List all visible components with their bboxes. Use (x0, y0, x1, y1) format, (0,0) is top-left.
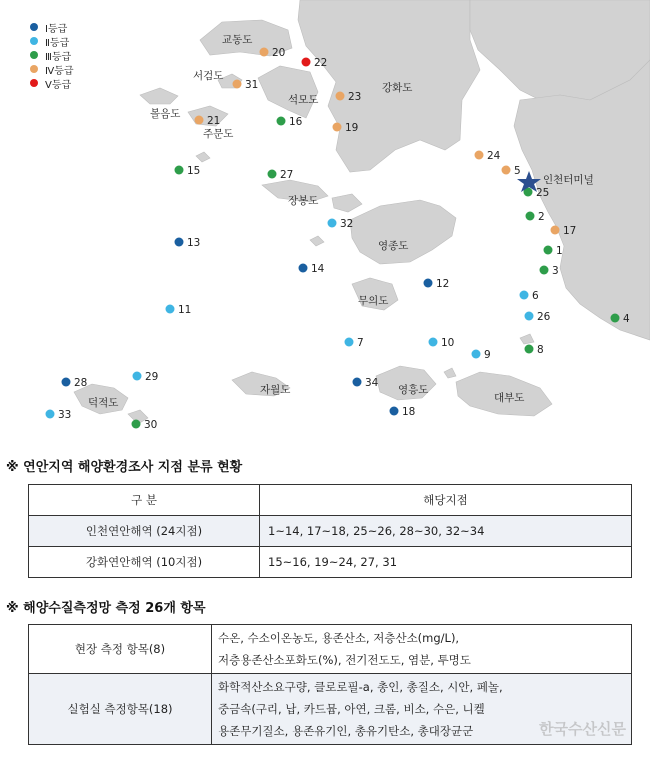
station-classification-table (28, 484, 632, 578)
legend-dot-icon (30, 23, 38, 31)
table1-header-category: 구 분 (29, 485, 260, 516)
watermark-logo: 한국수산신문 (539, 720, 626, 738)
place-label: 대부도 (494, 392, 525, 404)
station-label: 10 (441, 337, 455, 349)
station-label: 14 (311, 263, 325, 275)
legend-dot-icon (30, 65, 38, 73)
table2-line: 중금속(구리, 납, 카드뮴, 아연, 크롬, 비소, 수은, 니켈 (218, 702, 485, 716)
station-label: 29 (145, 371, 159, 383)
place-label: 장봉도 (288, 195, 319, 207)
station-label: 2 (538, 211, 545, 223)
table2-title: ※ 해양수질측정망 측정 26개 항목 (6, 601, 206, 616)
station-label: 17 (563, 225, 577, 237)
table2-label: 현장 측정 항목(8) (29, 625, 212, 674)
station-marker (328, 219, 337, 228)
station-marker (345, 338, 354, 347)
station-label: 7 (357, 337, 364, 349)
station-marker (133, 372, 142, 381)
table1-cell: 15~16, 19~24, 27, 31 (260, 547, 632, 578)
legend-item (30, 34, 74, 48)
station-marker (195, 116, 204, 125)
islet (196, 152, 210, 162)
place-label: 자월도 (260, 384, 291, 396)
table2-line: 수온, 수소이온농도, 용존산소, 저층산소(mg/L), (218, 631, 460, 645)
table2-line: 용존무기질소, 용존유기인, 총유기탄소, 총대장균군 (218, 724, 474, 738)
station-label: 28 (74, 377, 88, 389)
station-marker (166, 305, 175, 314)
place-label: 주문도 (203, 128, 234, 140)
station-label: 33 (58, 409, 72, 421)
station-label: 18 (402, 406, 416, 418)
place-label: 석모도 (288, 94, 319, 106)
place-label: 인천터미널 (543, 174, 594, 186)
station-marker (268, 170, 277, 179)
islet (310, 236, 324, 246)
station-label: 11 (178, 304, 192, 316)
table-row (29, 516, 632, 547)
station-label: 4 (623, 313, 630, 325)
station-marker (46, 410, 55, 419)
station-label: 1 (556, 245, 563, 257)
station-label: 27 (280, 169, 294, 181)
table2-items (212, 625, 632, 674)
table1-cell: 인천연안해역 (24지점) (29, 516, 260, 547)
station-marker (62, 378, 71, 387)
station-marker (302, 58, 311, 67)
table1-title: ※ 연안지역 해양환경조사 지점 분류 현황 (6, 460, 243, 475)
station-label: 13 (187, 237, 201, 249)
station-marker (540, 266, 549, 275)
station-marker (472, 350, 481, 359)
legend-item (30, 62, 74, 76)
station-label: 30 (144, 419, 158, 431)
station-label: 21 (207, 115, 221, 127)
station-label: 5 (514, 165, 521, 177)
station-label: 25 (536, 187, 550, 199)
station-marker (333, 123, 342, 132)
station-label: 3 (552, 265, 559, 277)
station-label: 22 (314, 57, 328, 69)
table2-line: 화학적산소요구량, 클로로필-a, 총인, 총질소, 시안, 페놀, (218, 680, 503, 694)
station-label: 26 (537, 311, 551, 323)
islet (520, 334, 534, 344)
station-marker (525, 345, 534, 354)
place-label: 교동도 (222, 34, 253, 46)
station-marker (424, 279, 433, 288)
station-marker (233, 80, 242, 89)
station-label: 31 (245, 79, 259, 91)
station-label: 20 (272, 47, 286, 59)
legend-dot-icon (30, 79, 38, 87)
place-label: 무의도 (358, 295, 389, 307)
table-row (29, 625, 632, 674)
station-label: 12 (436, 278, 450, 290)
place-label: 영흥도 (398, 384, 429, 396)
station-label: 34 (365, 377, 379, 389)
station-marker (611, 314, 620, 323)
station-label: 8 (537, 344, 544, 356)
station-marker (429, 338, 438, 347)
table1-cell: 강화연안해역 (10지점) (29, 547, 260, 578)
legend-dot-icon (30, 51, 38, 59)
station-marker (299, 264, 308, 273)
table-row (29, 547, 632, 578)
station-label: 24 (487, 150, 501, 162)
station-marker (175, 166, 184, 175)
place-label: 서검도 (193, 70, 224, 82)
station-marker (132, 420, 141, 429)
station-marker (551, 226, 560, 235)
table2-line: 저층용존산소포화도(%), 전기전도도, 염분, 투명도 (218, 653, 471, 667)
station-label: 19 (345, 122, 359, 134)
legend-label: Ⅰ등급 (45, 23, 68, 35)
station-marker (475, 151, 484, 160)
station-marker (277, 117, 286, 126)
table1-cell: 1~14, 17~18, 25~26, 28~30, 32~34 (260, 516, 632, 547)
place-label: 영종도 (378, 240, 409, 252)
place-label: 볼음도 (150, 108, 181, 120)
legend-item (30, 76, 74, 90)
legend-label: Ⅳ등급 (45, 65, 74, 77)
station-marker (260, 48, 269, 57)
station-label: 32 (340, 218, 354, 230)
place-label: 강화도 (382, 82, 413, 94)
legend-label: Ⅱ등급 (45, 37, 70, 49)
station-marker (525, 312, 534, 321)
legend-label: Ⅴ등급 (45, 79, 72, 91)
legend-item (30, 48, 74, 62)
place-label: 덕적도 (88, 397, 119, 409)
station-marker (175, 238, 184, 247)
station-marker (544, 246, 553, 255)
table1-header-stations: 해당지점 (260, 485, 632, 516)
legend-dot-icon (30, 37, 38, 45)
station-label: 15 (187, 165, 201, 177)
station-marker (353, 378, 362, 387)
station-label: 16 (289, 116, 303, 128)
station-label: 9 (484, 349, 491, 361)
station-marker (526, 212, 535, 221)
island-yeongjong (350, 200, 456, 264)
islet (444, 368, 456, 378)
station-label: 23 (348, 91, 362, 103)
station-label: 6 (532, 290, 539, 302)
legend-label: Ⅲ등급 (45, 51, 72, 63)
station-marker (502, 166, 511, 175)
map-legend (30, 20, 74, 90)
island-boreum (140, 88, 178, 104)
station-marker (520, 291, 529, 300)
island-sindo (332, 194, 362, 212)
station-marker (390, 407, 399, 416)
legend-item (30, 20, 74, 34)
table2-label: 실험실 측정항목(18) (29, 674, 212, 745)
station-marker (336, 92, 345, 101)
